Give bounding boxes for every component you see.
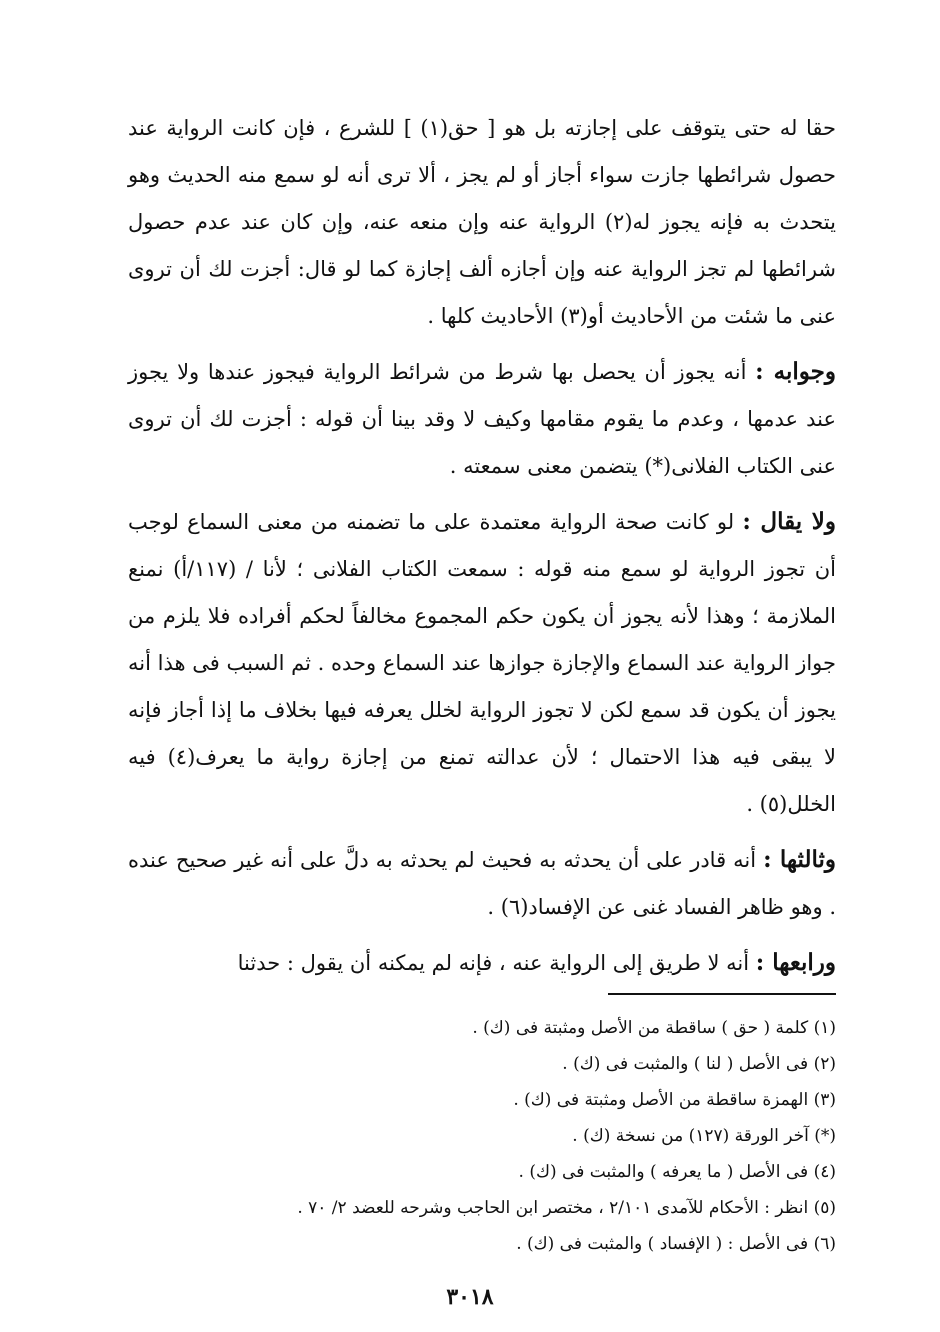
footnote-6: (٦) فى الأصل : ( الإفساد ) والمثبت فى (ك) . bbox=[516, 1234, 836, 1254]
paragraph-4 bbox=[128, 836, 836, 931]
footnote-4: (٤) فى الأصل ( ما يعرفه ) والمثبت فى (ك) . bbox=[518, 1162, 836, 1182]
paragraph-lead: ولا يقال : bbox=[742, 508, 837, 535]
footnote-divider bbox=[608, 993, 836, 995]
paragraph-text: أنه قادر على أن يحدثه به فحيث لم يحدثه به دلَّ على أنه غير صحيح عنده . وهو ظاهر الفساد غنى عن الإفساد(٦) . bbox=[128, 848, 836, 919]
footnotes-list bbox=[128, 1010, 836, 1262]
footnote-1: (١) كلمة ( حق ) ساقطة من الأصل ومثبتة فى (ك) . bbox=[472, 1018, 836, 1038]
paragraph-lead: ورابعها : bbox=[755, 949, 836, 976]
paragraph-text: لو كانت صحة الرواية معتمدة على ما تضمنه من معنى السماع لوجب أن تجوز الرواية لو سمع منه قوله : سمعت الكتاب الفلانى ؛ لأنا / (١١٧/أ) نمنع الملازمة ؛ وهذا لأنه يجوز أن يكون حكم المجموع مخالفاً لحكم أفراده فلا يلزم من جواز الرواية عند السماع والإجازة جوازها عند السماع وحده . ثم السبب فى هذا أنه يجوز أن يكون قد سمع لكن لا تجوز الرواية لخلل يعرفه فيها بخلاف ما إذا أجاز فإنه لا يبقى فيه هذا الاحتمال ؛ لأن عدالته تمنع من إجازة رواية ما يعرف(٤) فيه الخلل(٥) . bbox=[128, 510, 836, 816]
paragraph-text: أنه يجوز أن يحصل بها شرط من شرائط الرواية فيجوز عندها ولا يجوز عند عدمها ، وعدم ما يقوم مقامها وكيف لا وقد بينا أن قوله : أجزت لك أن تروى عنى الكتاب الفلانى(*) يتضمن معنى سمعته . bbox=[128, 360, 836, 478]
paragraph-5 bbox=[128, 939, 836, 987]
footnote-5: (٥) انظر : الأحكام للآمدى ٢/١٠١ ، مختصر ابن الحاجب وشرحه للعضد ٢/ ٧٠ . bbox=[297, 1198, 836, 1218]
paragraph-text: حقا له حتى يتوقف على إجازته بل هو [ حق(١) ] للشرع ، فإن كانت الرواية عند حصول شرائطها جازت سواء أجاز أو لم يجز ، ألا ترى أنه لو سمع منه الحديث وهو يتحدث به فإنه يجوز له(٢) الرواية عنه وإن منعه عنه، وإن كان عند عدم حصول شرائطها لم تجز الرواية عنه وإن أجازه ألف إجازة كما لو قال: أجزت لك أن تروى عنى ما شئت من الأحاديث أو(٣) الأحاديث كلها . bbox=[128, 116, 836, 328]
footnote-2: (٢) فى الأصل ( لنا ) والمثبت فى (ك) . bbox=[562, 1054, 836, 1074]
paragraph-1 bbox=[128, 104, 836, 340]
paragraph-2 bbox=[128, 348, 836, 490]
footnote-3: (٣) الهمزة ساقطة من الأصل ومثبتة فى (ك) . bbox=[513, 1090, 836, 1110]
paragraph-lead: وثالثها : bbox=[763, 846, 837, 873]
paragraph-lead: وجوابه : bbox=[755, 358, 837, 385]
main-text-body bbox=[128, 104, 836, 995]
page-number: ٣٠١٨ bbox=[446, 1284, 494, 1310]
paragraph-text: أنه لا طريق إلى الرواية عنه ، فإنه لم يمكنه أن يقول : حدثنا bbox=[237, 951, 756, 975]
paragraph-3 bbox=[128, 498, 836, 828]
footnote-star: (*) آخر الورقة (١٢٧) من نسخة (ك) . bbox=[572, 1126, 836, 1146]
